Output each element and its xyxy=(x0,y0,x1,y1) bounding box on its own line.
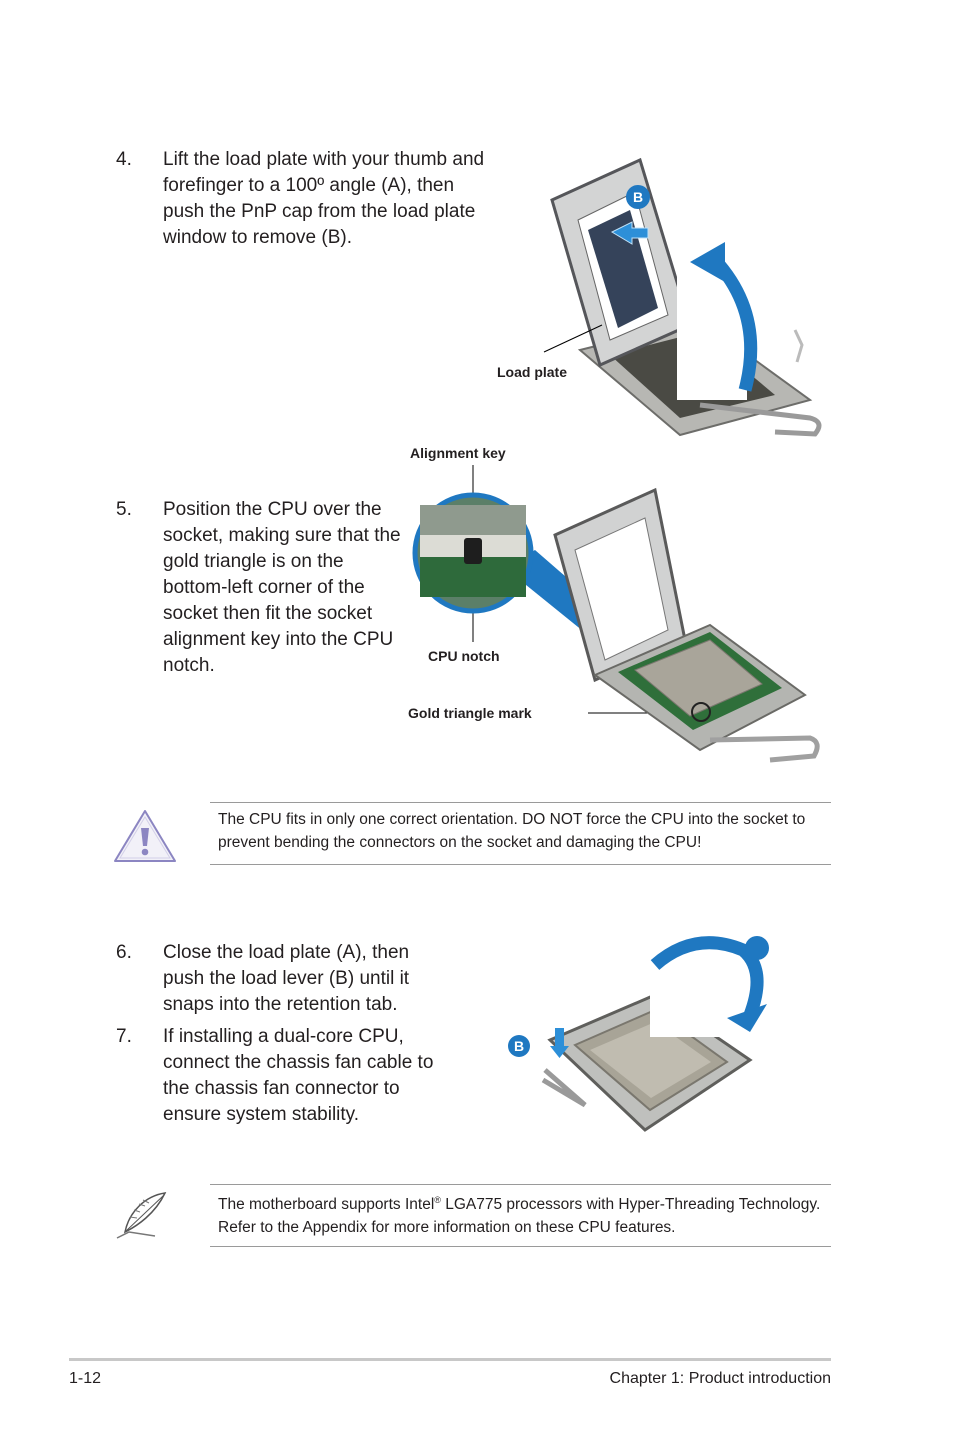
caution-top-rule xyxy=(210,802,831,803)
figure-close-load-plate xyxy=(505,930,775,1140)
callout-load-plate: Load plate xyxy=(497,364,568,380)
step-5-text: Position the CPU over the socket, making sure that the gold triangle is on the bottom-left corner of the socket then fit the socket alignment key into the CPU notch. xyxy=(163,499,401,676)
step-5-number: 5. xyxy=(116,499,132,520)
step-7-number: 7. xyxy=(116,1026,132,1047)
figure-lift-load-plate xyxy=(540,150,830,440)
footer-rule xyxy=(69,1358,831,1361)
warning-triangle-icon xyxy=(112,808,178,864)
step-4-text: Lift the load plate with your thumb and forefinger to a 100º angle (A), then push the PnP cap from the load plate window to remove (B). xyxy=(163,149,485,248)
note-top-rule xyxy=(210,1184,831,1185)
step-6-number: 6. xyxy=(116,942,132,963)
figure3-marker-b: B xyxy=(513,1038,525,1054)
footer-page-number: 1-12 xyxy=(69,1370,102,1387)
note-trademark: ® xyxy=(434,1195,441,1205)
caution-bottom-rule xyxy=(210,864,831,865)
step-7-text: If installing a dual-core CPU, connect the chassis fan cable to the chassis fan connector to ensure system stability. xyxy=(163,1026,434,1125)
note-bottom-rule xyxy=(210,1246,831,1247)
callout-alignment-key: Alignment key xyxy=(410,445,506,461)
feather-pen-icon xyxy=(115,1190,171,1242)
note-text xyxy=(218,1189,830,1239)
caution-text: The CPU fits in only one correct orientation. DO NOT force the CPU into the socket to prevent bending the connectors on the socket and damaging the CPU! xyxy=(218,811,806,851)
footer-chapter: Chapter 1: Product introduction xyxy=(609,1370,831,1387)
step-4-number: 4. xyxy=(116,149,132,170)
callout-cpu-notch: CPU notch xyxy=(428,648,500,664)
note-text-before: The motherboard supports Intel xyxy=(218,1196,435,1214)
figure-cpu-placement xyxy=(410,460,825,770)
callout-gold-triangle: Gold triangle mark xyxy=(408,705,532,721)
note-text-after: LGA775 processors with Hyper-Threading Technology. Refer to the Appendix for more information on these CPU features. xyxy=(218,1196,821,1237)
step-6-text: Close the load plate (A), then push the load lever (B) until it snaps into the retention tab. xyxy=(163,942,410,1015)
figure1-marker-b: B xyxy=(632,189,644,205)
